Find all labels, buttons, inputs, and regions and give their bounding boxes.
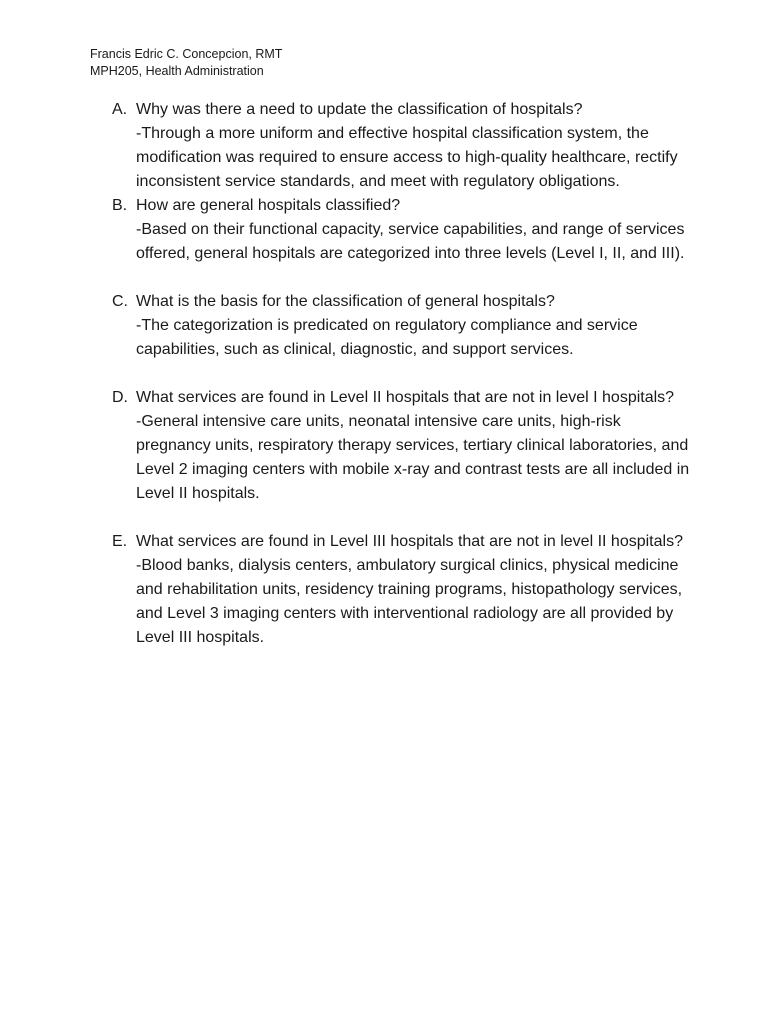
question-body xyxy=(136,386,692,506)
answer-text: -Blood banks, dialysis centers, ambulatory surgical clinics, physical medicine and rehabilitation units, residency training programs, histopathology services, and Level 3 imaging centers with interventional radiology are all provided by Level III hospitals. xyxy=(136,557,683,646)
question-item-d xyxy=(112,386,692,506)
question-letter: B. xyxy=(112,197,128,214)
course-name: MPH205, Health Administration xyxy=(90,64,264,78)
question-letter: C. xyxy=(112,293,128,310)
question-body xyxy=(136,194,692,266)
question-text: What is the basis for the classification of general hospitals? xyxy=(136,293,555,310)
question-letter: E. xyxy=(112,533,128,550)
question-body xyxy=(136,290,692,362)
document-header xyxy=(90,46,282,80)
question-text: Why was there a need to update the classification of hospitals? xyxy=(136,101,583,118)
question-letter: A. xyxy=(112,101,128,118)
question-item-c xyxy=(112,290,692,362)
question-letter: D. xyxy=(112,389,128,406)
author-name: Francis Edric C. Concepcion, RMT xyxy=(90,47,283,61)
answer-text: -The categorization is predicated on regulatory compliance and service capabilities, such as clinical, diagnostic, and support services. xyxy=(136,317,638,358)
answer-text: -General intensive care units, neonatal intensive care units, high-risk pregnancy units, respiratory therapy services, tertiary clinical laboratories, and Level 2 imaging centers with mobile x-ray and contrast tests are all included in Level II hospitals. xyxy=(136,413,690,502)
question-item-e xyxy=(112,530,692,650)
question-body xyxy=(136,98,692,194)
question-text: What services are found in Level III hospitals that are not in level II hospitals? xyxy=(136,533,683,550)
answer-text: -Based on their functional capacity, service capabilities, and range of services offered, general hospitals are categorized into three levels (Level I, II, and III). xyxy=(136,221,685,262)
question-text: What services are found in Level II hospitals that are not in level I hospitals? xyxy=(136,389,675,406)
question-item-b xyxy=(112,194,692,266)
question-item-a xyxy=(112,98,692,194)
question-list xyxy=(112,98,692,650)
question-text: How are general hospitals classified? xyxy=(136,197,401,214)
answer-text: -Through a more uniform and effective hospital classification system, the modification was required to ensure access to high-quality healthcare, rectify inconsistent service standards, and meet with regulatory obligations. xyxy=(136,125,678,190)
question-body xyxy=(136,530,692,650)
